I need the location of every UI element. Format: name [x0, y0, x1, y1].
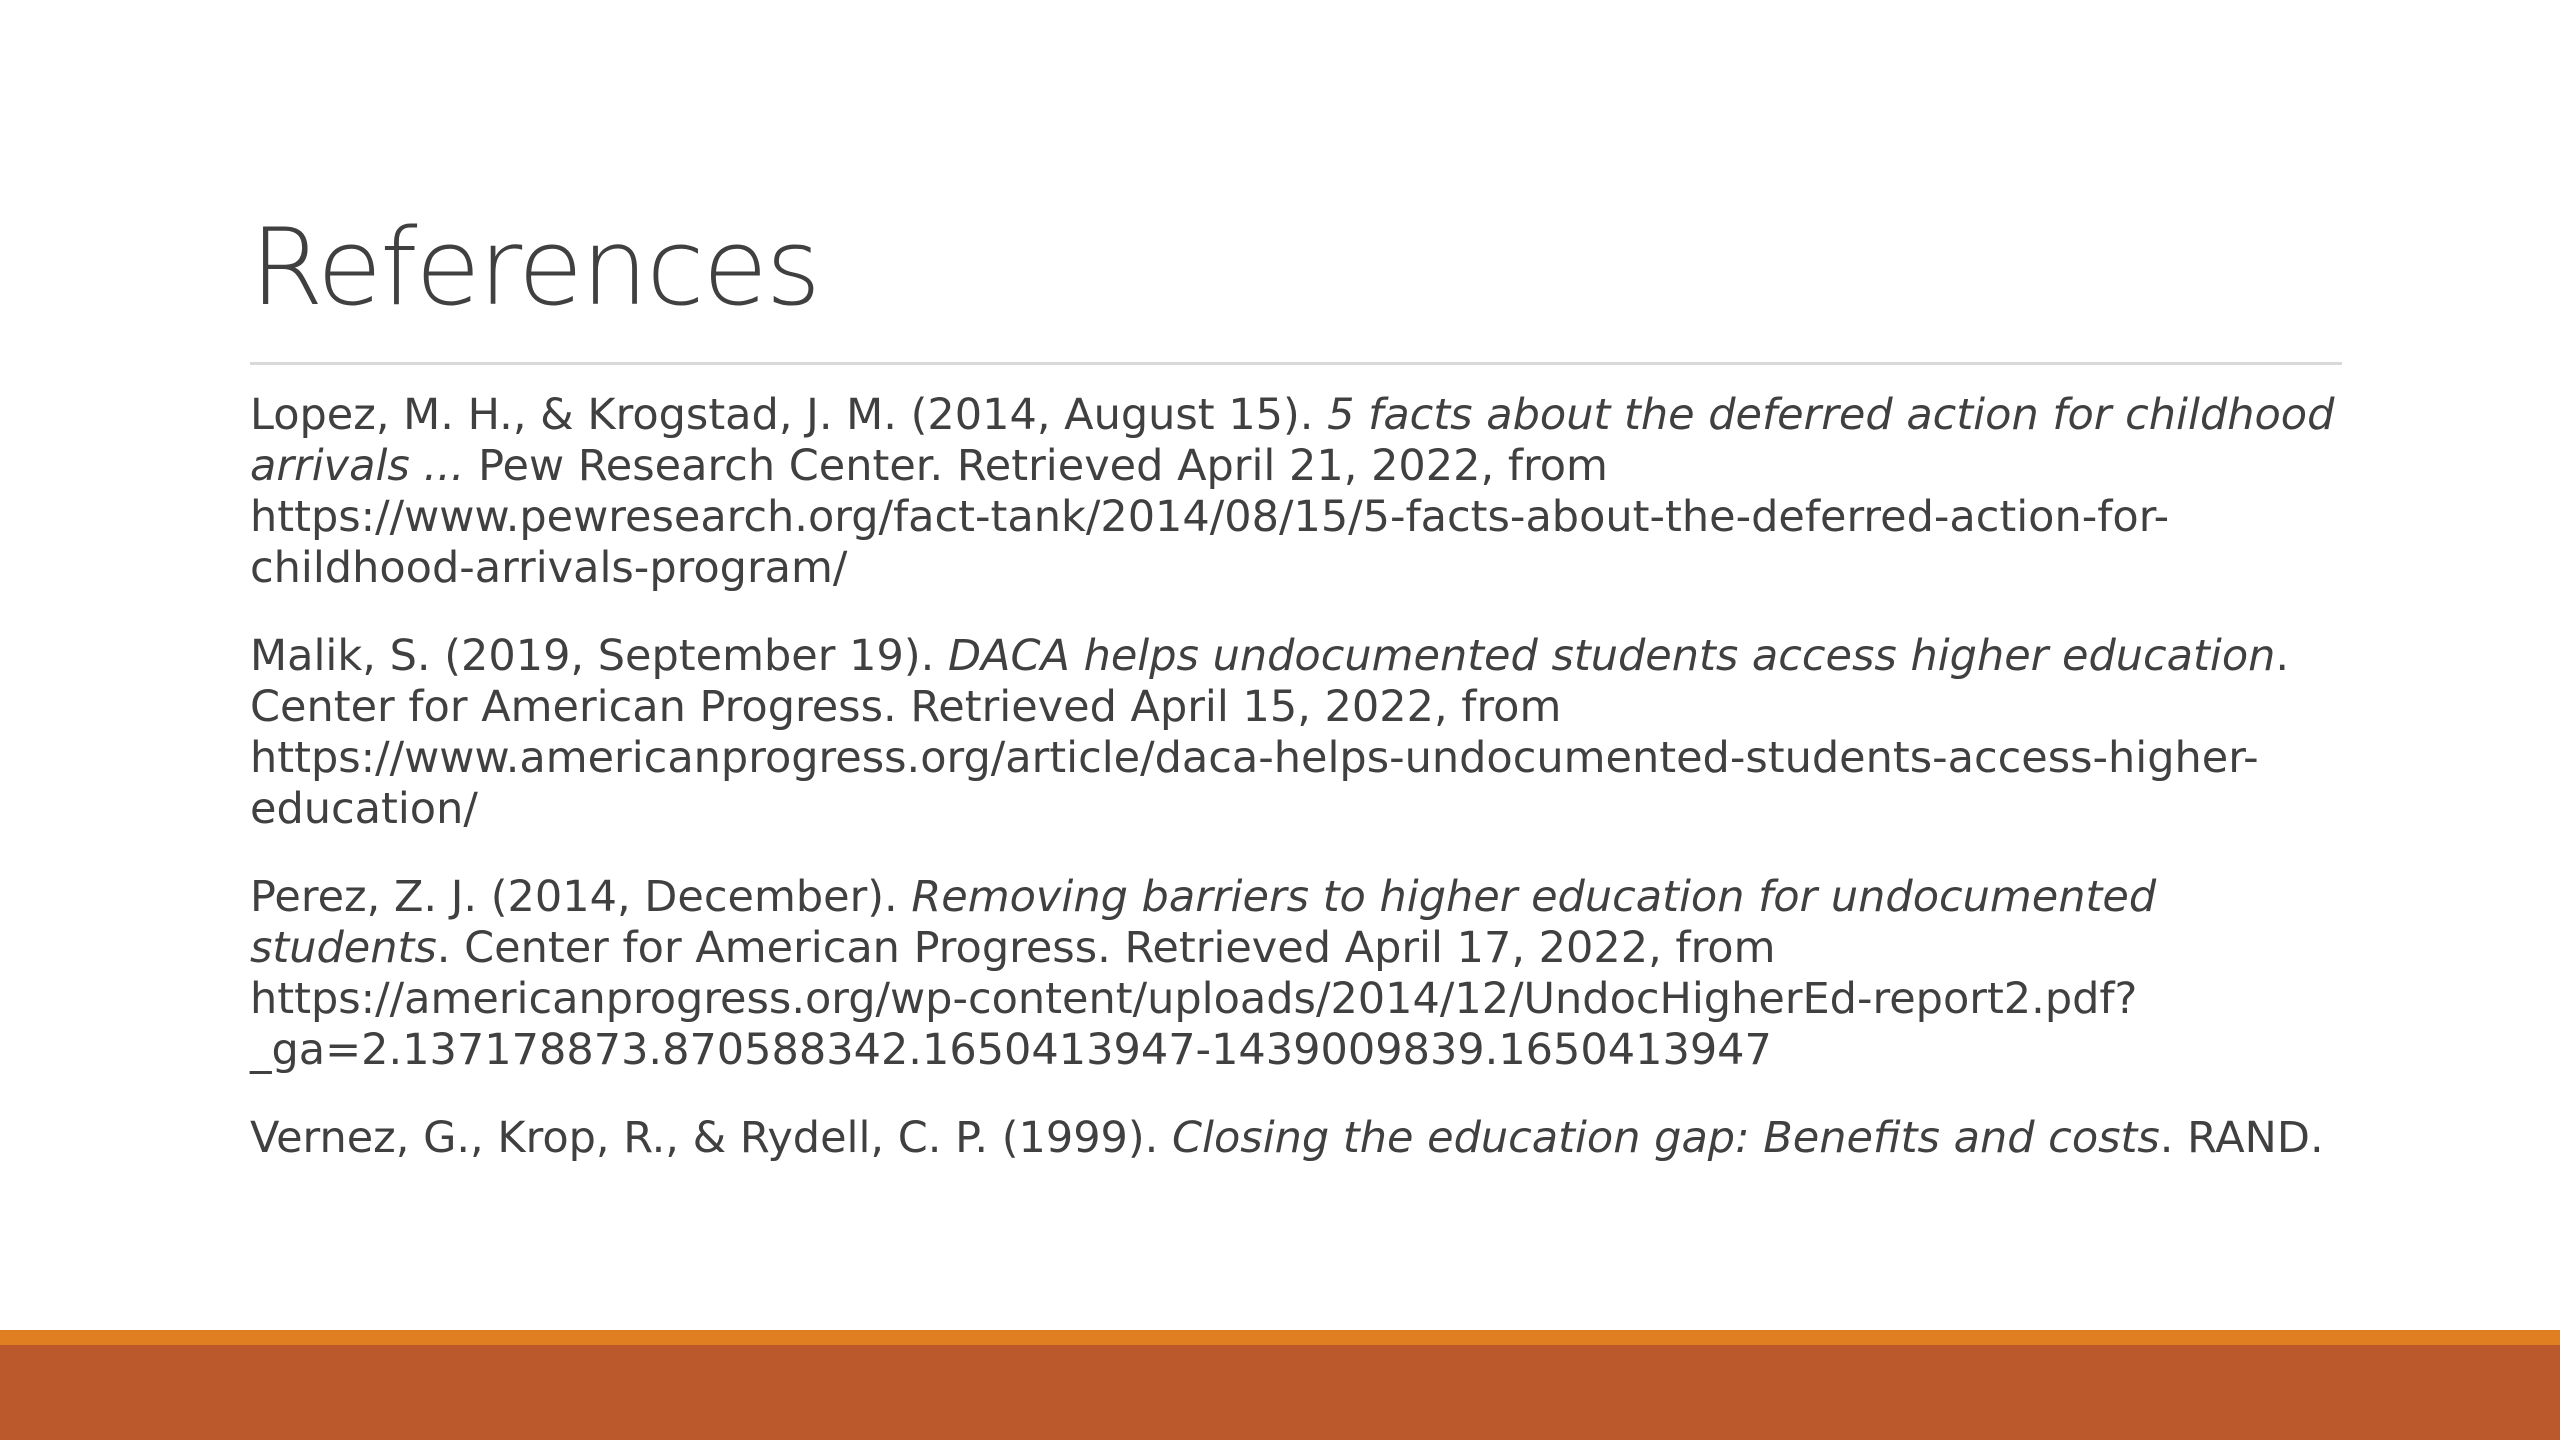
reference-item — [250, 631, 2340, 835]
title-divider — [250, 362, 2342, 365]
reference-work-title: 5 facts about the deferred action for childhood arrivals ... — [250, 390, 2335, 491]
reference-authors-date: Lopez, M. H., & Krogstad, J. M. (2014, August 15). — [250, 390, 1328, 440]
accent-band-bottom — [0, 1345, 2560, 1440]
reference-source: . Center for American Progress. Retrieved April 15, 2022, from https://www.americanprogress.org/article/daca-helps-undocumented-students-access-higher-education/ — [250, 631, 2290, 834]
reference-work-title: Closing the education gap: Benefits and costs — [1172, 1113, 2160, 1163]
reference-work-title: DACA helps undocumented students access higher education — [947, 631, 2276, 681]
reference-authors-date: Malik, S. (2019, September 19). — [250, 631, 948, 681]
accent-band-top — [0, 1330, 2560, 1345]
reference-authors-date: Perez, Z. J. (2014, December). — [250, 872, 912, 922]
reference-list — [250, 390, 2340, 1201]
reference-item — [250, 390, 2340, 594]
reference-item — [250, 1113, 2340, 1164]
reference-source: . Center for American Progress. Retrieved April 17, 2022, from https://americanprogress.org/wp-content/uploads/2014/12/UndocHigherEd-report2.pdf?_ga=2.137178873.870588342.1650413947-1439009839.1650413947 — [250, 923, 2138, 1075]
reference-item — [250, 872, 2340, 1076]
reference-source: Pew Research Center. Retrieved April 21, 2022, from https://www.pewresearch.org/fact-tank/2014/08/15/5-facts-about-the-deferred-action-for-childhood-arrivals-program/ — [250, 441, 2170, 593]
reference-source: . RAND. — [2159, 1113, 2324, 1163]
reference-work-title: Removing barriers to higher education for undocumented students — [250, 872, 2157, 973]
slide-title: References — [250, 206, 820, 329]
reference-authors-date: Vernez, G., Krop, R., & Rydell, C. P. (1999). — [250, 1113, 1173, 1163]
